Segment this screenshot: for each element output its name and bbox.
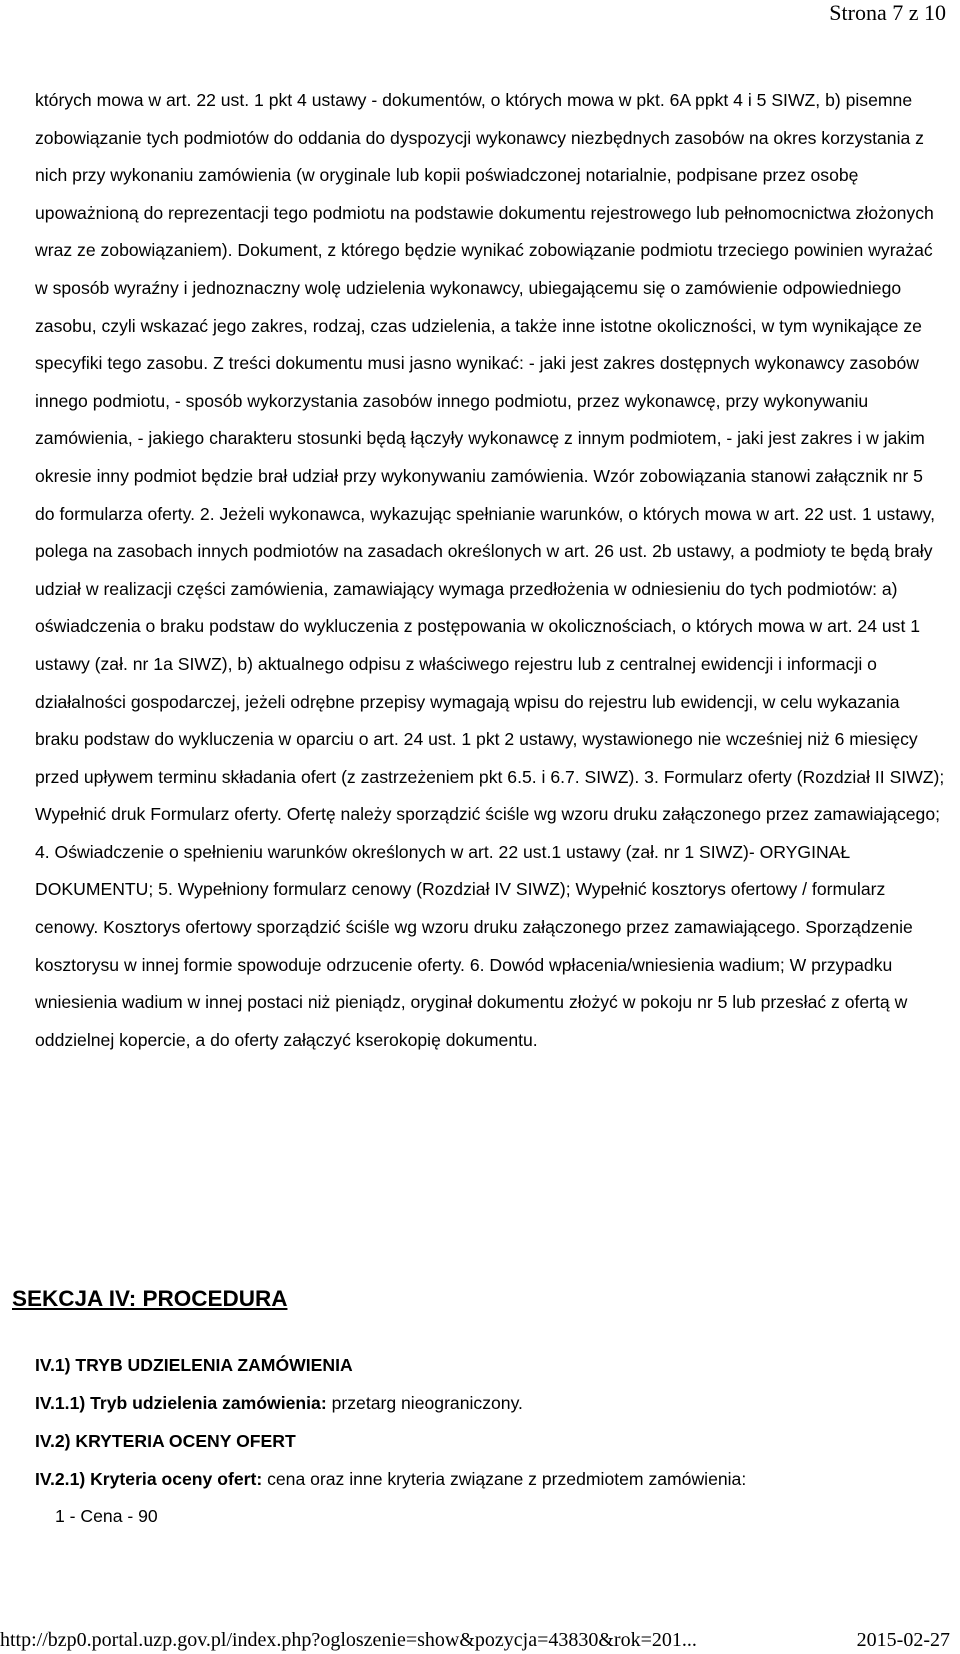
section-title: SEKCJA IV: PROCEDURA bbox=[12, 1286, 288, 1311]
iv21-value: cena oraz inne kryteria związane z przedmiotem zamówienia: bbox=[262, 1469, 747, 1489]
body-paragraph: których mowa w art. 22 ust. 1 pkt 4 ustawy - dokumentów, o których mowa w pkt. 6A ppkt 4 i 5 SIWZ, b) pisemne zobowiązanie tych podmiotów do oddania do dyspozycji wykonawcy niezbędnych zasobów na okres korzystania z nich przy wykonaniu zamówienia (w oryginale lub kopii poświadczonej notarialnie, podpisane przez osobę upoważnioną do reprezentacji tego podmiotu na podstawie dokumentu rejestrowego lub pełnomocnictwa złożonych wraz ze zobowiązaniem). Dokument, z którego będzie wynikać zobowiązanie podmiotu trzeciego powinien wyrażać w sposób wyraźny i jednoznaczny wolę udzielenia wykonawcy, ubiegającemu się o zamówienie odpowiedniego zasobu, czyli wskazać jego zakres, rodzaj, czas udzielenia, a także inne istotne okoliczności, w tym wynikające ze specyfiki tego zasobu. Z treści dokumentu musi jasno wynikać: - jaki jest zakres dostępnych wykonawcy zasobów innego podmiotu, - sposób wykorzystania zasobów innego podmiotu, przez wykonawcę, przy wykonywaniu zamówienia, - jakiego charakteru stosunki będą łączyły wykonawcę z innym podmiotem, - jaki jest zakres i w jakim okresie inny podmiot będzie brał udział przy wykonywaniu zamówienia. Wzór zobowiązania stanowi załącznik nr 5 do formularza oferty. 2. Jeżeli wykonawca, wykazując spełnianie warunków, o których mowa w art. 22 ust. 1 ustawy, polega na zasobach innych podmiotów na zasadach określonych w art. 26 ust. 2b ustawy, a podmioty te będą brały udział w realizacji części zamówienia, zamawiający wymaga przedłożenia w odniesieniu do tych podmiotów: a) oświadczenia o braku podstaw do wykluczenia z postępowania w okolicznościach, o których mowa w art. 24 ust 1 ustawy (zał. nr 1a SIWZ), b) aktualnego odpisu z właściwego rejestru lub z centralnej ewidencji i informacji o działalności gospodarczej, jeżeli odrębne przepisy wymagają wpisu do rejestru lub ewidencji, w celu wykazania braku podstaw do wykluczenia w oparciu o art. 24 ust. 1 pkt 2 ustawy, wystawionego nie wcześniej niż 6 miesięcy przed upływem terminu składania ofert (z zastrzeżeniem pkt 6.5. i 6.7. SIWZ). 3. Formularz oferty (Rozdział II SIWZ); Wypełnić druk Formularz oferty. Ofertę należy sporządzić ściśle wg wzoru druku załączonego przez zamawiającego; 4. Oświadczenie o spełnieniu warunków określonych w art. 22 ust.1 ustawy (zał. nr 1 SIWZ)- ORYGINAŁ DOKUMENTU; 5. Wypełniony formularz cenowy (Rozdział IV SIWZ); Wypełnić kosztorys ofertowy / formularz cenowy. Kosztorys ofertowy sporządzić ściśle wg wzoru druku załączonego przez zamawiającego. Sporządzenie kosztorysu w innej formie spowoduje odrzucenie oferty. 6. Dowód wpłacenia/wniesienia wadium; W przypadku wniesienia wadium w innej postaci niż pieniądz, oryginał dokumentu złożyć w pokoju nr 5 lub przesłać z ofertą w oddzielnej kopercie, a do oferty załączyć kserokopię dokumentu. bbox=[35, 90, 945, 1050]
footer-date: 2015-02-27 bbox=[856, 1629, 950, 1651]
criterion-item: 1 - Cena - 90 bbox=[55, 1506, 158, 1526]
iv2-heading bbox=[35, 1429, 947, 1453]
iv11-line bbox=[35, 1391, 947, 1415]
iv2-heading-text: IV.2) KRYTERIA OCENY OFERT bbox=[35, 1431, 296, 1451]
document-body bbox=[35, 82, 947, 1059]
page-footer bbox=[0, 1626, 960, 1654]
iv21-label: IV.2.1) Kryteria oceny ofert: bbox=[35, 1469, 263, 1489]
footer-url[interactable]: http://bzp0.portal.uzp.gov.pl/index.php?ogloszenie=show&pozycja=43830&rok=201... bbox=[0, 1629, 697, 1651]
iv1-heading-text: IV.1) TRYB UDZIELENIA ZAMÓWIENIA bbox=[35, 1355, 353, 1375]
iv11-value: przetarg nieograniczony. bbox=[326, 1393, 523, 1413]
iv1-heading bbox=[35, 1353, 947, 1377]
iv11-label: IV.1.1) Tryb udzielenia zamówienia: bbox=[35, 1393, 327, 1413]
page-number: Strona 7 z 10 bbox=[829, 0, 946, 25]
iv21-line bbox=[35, 1467, 947, 1491]
